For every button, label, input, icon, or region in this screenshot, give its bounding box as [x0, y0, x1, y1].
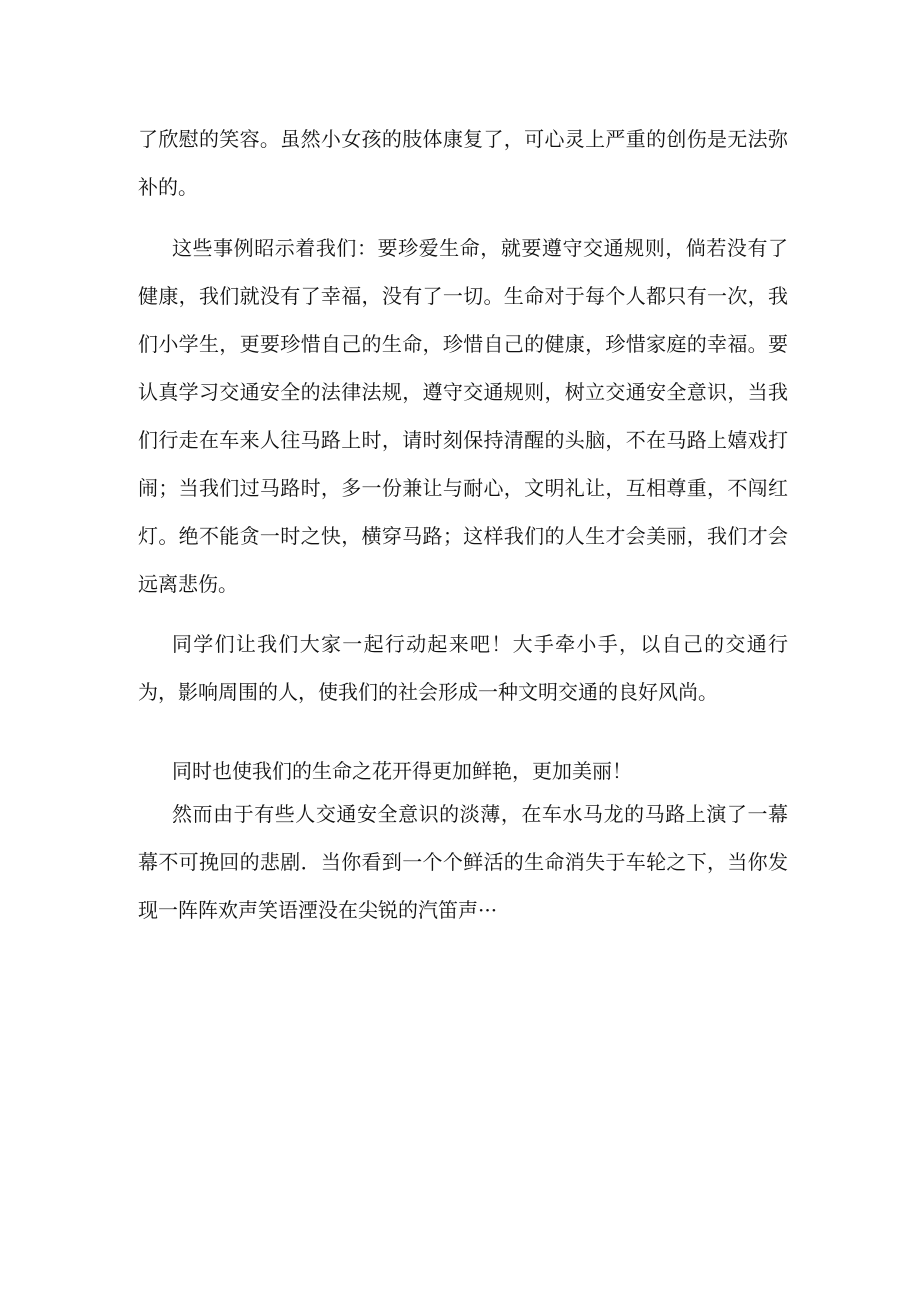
paragraph-4: 同时也使我们的生命之花开得更加鲜艳，更加美丽！ [172, 759, 632, 783]
paragraph-3: 同学们让我们大家一起行动起来吧！大手牵小手，以自己的交通行为，影响周围的人，使我们的社会形成一种文明交通的良好风尚。 [138, 632, 788, 704]
paragraph-2: 这些事例昭示着我们：要珍爱生命，就要遵守交通规则，倘若没有了健康，我们就没有了幸福，没有了一切。生命对于每个人都只有一次，我们小学生，更要珍惜自己的生命，珍惜自己的健康，珍惜家庭的幸福。要认真学习交通安全的法律法规，遵守交通规则，树立交通安全意识，当我们行走在车来人往马路上时，请时刻保持清醒的头脑，不在马路上嬉戏打闹；当我们过马路时，多一份兼让与耐心，文明礼让，互相尊重，不闯红灯。绝不能贪一时之快，横穿马路；这样我们的人生才会美丽，我们才会远离悲伤。 [138, 236, 788, 596]
paragraph-5: 然而由于有些人交通安全意识的淡薄，在车水马龙的马路上演了一幕幕不可挽回的悲剧．当你看到一个个鲜活的生命消失于车轮之下，当你发现一阵阵欢声笑语湮没在尖锐的汽笛声··· [138, 802, 788, 922]
paragraph-1: 了欣慰的笑容。虽然小女孩的肢体康复了，可心灵上严重的创伤是无法弥补的。 [138, 127, 788, 199]
